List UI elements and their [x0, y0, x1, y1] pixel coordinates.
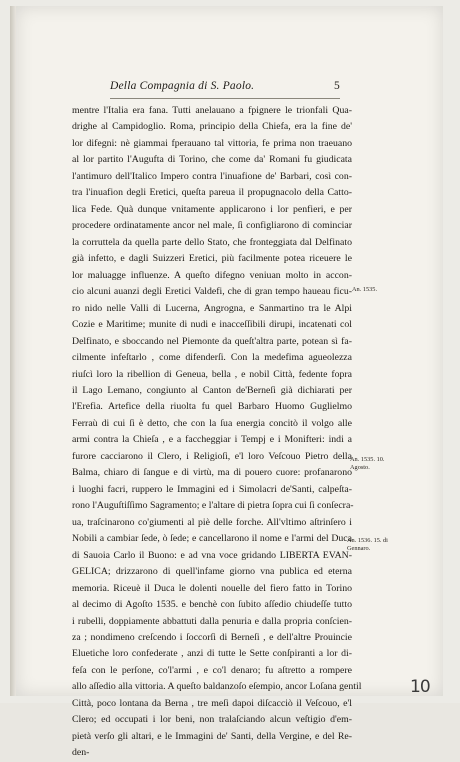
text-line: ua, traſcinarono co'giumenti al piè delle forche. All'vltimo aſtrinſero i — [72, 516, 352, 528]
text-line: riuſcì loro la ribellion di Geneua, bella , e nobil Città, fedente fopra — [72, 368, 352, 380]
text-line: lica Fede. Quà dunque vnitamente applicarono i lor penfieri, e per — [72, 203, 352, 215]
running-title: Della Compagnia di S. Paolo. — [110, 80, 255, 92]
header-rule — [110, 98, 340, 99]
text-line: allo aſſedio alla vittoria. A queſto baldanzoſo eſempio, ancor Loſana gentil — [72, 681, 362, 693]
text-line: Delfinato, e sboccando nel Piemonte da queſt'altra parte, potean sì fa- — [72, 335, 352, 347]
text-line: Clero; ed occupati i lor beni, non tralaſciando alcun veſtigio d'em- — [72, 714, 352, 726]
page-number: 5 — [334, 80, 340, 92]
text-line: Ferraù di cui ſi è detto, che con la ſua energia concitò il volgo alle — [72, 417, 352, 429]
text-line: za ; nondimeno creſcendo i ſoccorſi di Berneſi , e dell'altre Prouincie — [72, 632, 352, 643]
text-line: pietà verſo gli altari, e le Immagini de' Santi, della Vergine, e del Re- — [72, 730, 352, 742]
text-line: l'Erefia. Artefice della riuolta fu quel Barbaro Huomo Guglielmo — [72, 401, 352, 413]
text-line: tra l'inuafion degli Eretici, queſta pareua il propugnacolo della Catto- — [72, 187, 352, 199]
text-line: lor maluagge influenze. A queſto difegno veniuan molto in accon- — [72, 269, 352, 281]
margin-note: An. 1536. 15. di Gennaro. — [347, 537, 388, 552]
text-line: Balma, chiaro di ſangue e di virtù, ma di pouero cuore: profanarono — [72, 467, 352, 479]
running-header — [110, 80, 340, 100]
text-line: cio alcuni auanzi degli Eretici Valdefi, che di gran tempo haueau ficu- — [72, 286, 352, 298]
text-line: Nobili a cambiar ſede, ò ſede; e cancellarono il nome e l'armi del Duca — [72, 533, 352, 545]
text-line: GELICA; drizzarono di quell'infame giorno vna publica ed eterna — [72, 566, 352, 578]
text-line: armi contra la Chieſa , e a faccheggiar i Tempj e i Monifteri: indi a — [72, 434, 352, 446]
text-line: Eluetiche loro confederate , anzi di tutte le Sette conſpiranti a lor di- — [72, 648, 352, 660]
text-line: cilmente infeſtarlo , come difenderſi. Con la medefima agueolezza — [72, 352, 352, 364]
text-line: memoria. Riceuè il Duca le dolenti nouelle del fiero fatto in Torino — [72, 582, 352, 594]
text-line: Città, poco lontana da Berna , tre meſi dapoi diſcacciò il Veſcouo, e'l — [72, 697, 352, 709]
text-line: i luoghi facri, ruppero le Immagini ed i Simolacri de'Santi, calpeſta- — [72, 483, 352, 495]
body-text — [72, 103, 362, 762]
margin-note: An. 1535. — [352, 286, 378, 293]
text-line: al lor partito l'Augufta di Torino, che come da' Romani fu giudicata — [72, 154, 352, 166]
margin-note: An. 1535. 10. Agosto. — [350, 456, 385, 471]
text-line: la corruttela da quella parte dello Stato, che fronteggiata dal Delfinato — [72, 236, 352, 248]
text-line: già infetto, e dagli Suizzeri Eretici, più facilmente potea riceuere le — [72, 253, 352, 265]
text-line: ro nido nelle Valli di Lucerna, Angrogna, e Sanmartino tra le Alpi — [72, 302, 352, 314]
handwritten-folio-number: 10 — [410, 677, 430, 697]
text-line: al decimo di Agoſto 1535. e benchè con ſubito aſſedio chiudeſſe tutto — [72, 599, 352, 611]
text-line: lor difegni: nè giammai fperauano tal vittoria, fe prima non traeuano — [72, 137, 352, 149]
text-line: l'antimuro dell'Italico Impero contra l'inuafione de' Barbari, così con- — [72, 170, 352, 182]
text-line: Cozie e Maritime; munite di nudi e inacceſſibili dirupi, incatenati col — [72, 319, 352, 331]
text-line: di Sauoia Carlo il Buono: e ad vna voce gridando LIBERTA EVAN- — [72, 549, 352, 561]
text-line: procedere ordinatamente ancor nel male, ſi configliarono di cominciar — [72, 220, 352, 232]
text-line: drighe al Campidoglio. Roma, principio della Chiefa, era la fine de' — [72, 121, 352, 133]
text-line: rono l'Auguſtiſſimo Sagramento; e l'altare di pietra ſopra cui ſi conſecra- — [72, 500, 354, 512]
text-line: il Lago Lemano, congiunto al Canton de'Berneſi già dichiarati per — [72, 384, 352, 396]
text-line: den- — [72, 747, 90, 759]
text-line: feſa con le perſone, co'l'armi , e co'l denaro; fu aſtretto a rompere — [72, 664, 352, 676]
text-line: furore cacciarono il Clero, i Religioſi, e'l loro Veſcouo Pietro della — [72, 450, 352, 462]
text-line: i rubelli, doppiamente abbattuti dalla penuria e dalla propria conſcien- — [72, 615, 352, 627]
text-line: mentre l'Italia era fana. Tutti anelauano a fpignere le trionfali Qua- — [72, 105, 352, 116]
